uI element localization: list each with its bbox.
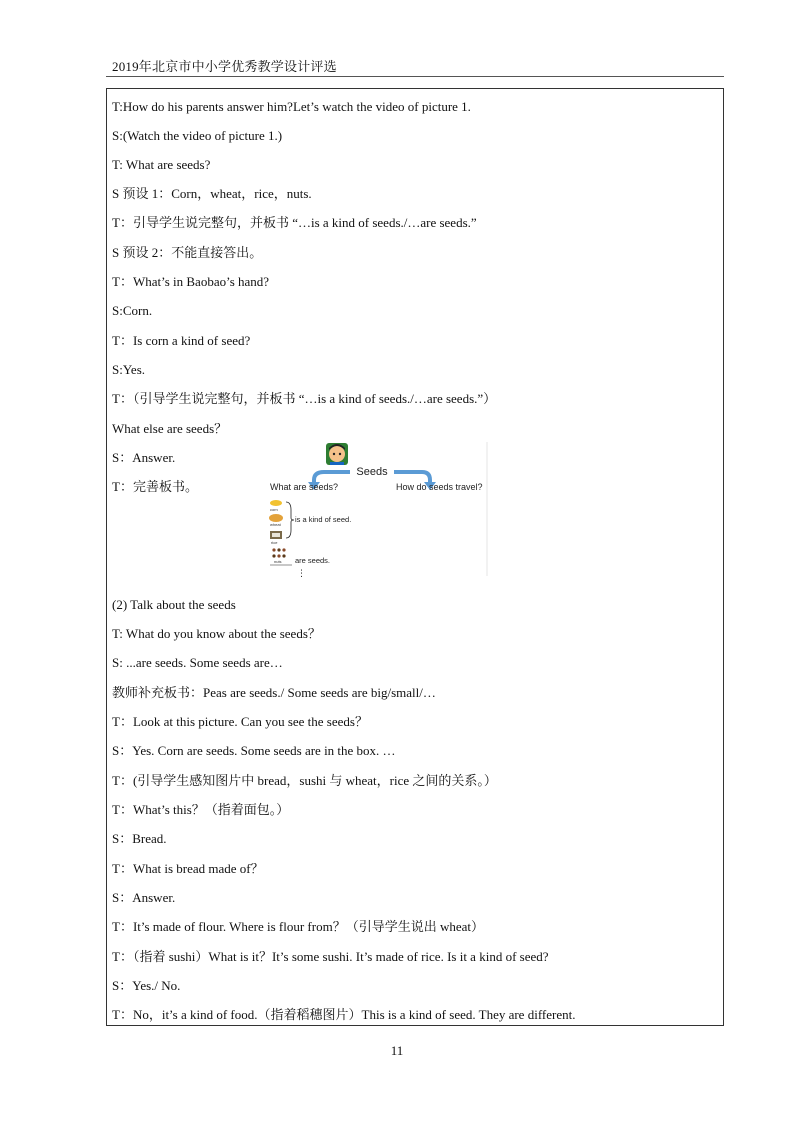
diagram-more-dots: ⋮ bbox=[297, 568, 306, 578]
text-line-12: What else are seeds？ bbox=[112, 421, 228, 436]
text-line-8: S:Corn. bbox=[112, 303, 153, 318]
text-line-4: S 预设 1：Corn，wheat，rice，nuts. bbox=[112, 186, 312, 201]
text-line-29: T：No，it’s a kind of food.（指着稻穗图片）This is a kind of seed. They are different. bbox=[112, 1007, 576, 1022]
header-rule bbox=[106, 76, 724, 77]
wheat-picture-icon bbox=[269, 514, 283, 522]
seeds-board-diagram bbox=[262, 440, 488, 578]
text-line-21: T：(引导学生感知图片中 bread，sushi 与 wheat，rice 之间的关系。） bbox=[112, 773, 497, 788]
text-line-3: T: What are seeds? bbox=[112, 157, 211, 172]
text-line-28: S：Yes./ No. bbox=[112, 978, 181, 993]
seeds-diagram-svg bbox=[262, 440, 488, 578]
text-line-24: T：What is bread made of？ bbox=[112, 861, 264, 876]
nuts-picture-icon bbox=[272, 548, 285, 557]
are-seeds-phrase: are seeds. bbox=[295, 556, 331, 565]
text-line-14: T：完善板书。 bbox=[112, 479, 198, 494]
text-line-19: T：Look at this picture. Can you see the seeds？ bbox=[112, 714, 368, 729]
grouping-brace bbox=[286, 502, 294, 538]
text-line-9: T：Is corn a kind of seed? bbox=[112, 333, 251, 348]
text-line-2: S:(Watch the video of picture 1.) bbox=[112, 128, 283, 143]
text-line-10: S:Yes. bbox=[112, 362, 146, 377]
text-line-22: T：What’s this？（指着面包。） bbox=[112, 802, 290, 817]
text-line-13: S：Answer. bbox=[112, 450, 176, 465]
boy-avatar-icon bbox=[326, 443, 348, 465]
text-line-25: S：Answer. bbox=[112, 890, 176, 905]
wheat-label: wheat bbox=[270, 522, 281, 527]
text-line-1: T:How do his parents answer him?Let’s watch the video of picture 1. bbox=[112, 99, 471, 114]
text-line-7: T：What’s in Baobao’s hand? bbox=[112, 274, 270, 289]
rice-picture-icon bbox=[270, 531, 282, 539]
text-line-16: T: What do you know about the seeds？ bbox=[112, 626, 321, 641]
text-line-18: 教师补充板书：Peas are seeds./ Some seeds are big/small/… bbox=[112, 685, 436, 700]
diagram-left-question: What are seeds? bbox=[270, 482, 339, 492]
kind-of-seed-phrase: is a kind of seed. bbox=[295, 515, 352, 524]
corn-label: corn bbox=[270, 507, 278, 512]
text-line-20: S：Yes. Corn are seeds. Some seeds are in the box. … bbox=[112, 743, 396, 758]
nuts-label: nuts bbox=[274, 559, 282, 564]
text-line-11: T：（引导学生说完整句，并板书 “…is a kind of seeds./…are seeds.”） bbox=[112, 391, 497, 406]
rice-label: rice bbox=[271, 540, 278, 545]
text-line-23: S：Bread. bbox=[112, 831, 167, 846]
text-line-17: S: ...are seeds. Some seeds are… bbox=[112, 655, 283, 670]
diagram-right-question: How do seeds travel? bbox=[396, 482, 483, 492]
text-line-5: T：引导学生说完整句，并板书 “…is a kind of seeds./…are seeds.” bbox=[112, 215, 477, 230]
text-line-26: T：It’s made of flour. Where is flour from？（引导学生说出 wheat） bbox=[112, 919, 484, 934]
text-line-15: (2) Talk about the seeds bbox=[112, 597, 236, 612]
page-number: 11 bbox=[390, 1043, 404, 1058]
text-line-6: S 预设 2：不能直接答出。 bbox=[112, 245, 263, 260]
text-line-27: T：（指着 sushi）What is it？It’s some sushi. It’s made of rice. Is it a kind of seed? bbox=[112, 949, 549, 964]
corn-picture-icon bbox=[270, 500, 282, 506]
page-header: 2019年北京市中小学优秀教学设计评选 bbox=[112, 59, 337, 74]
diagram-center-label: Seeds bbox=[356, 466, 388, 478]
